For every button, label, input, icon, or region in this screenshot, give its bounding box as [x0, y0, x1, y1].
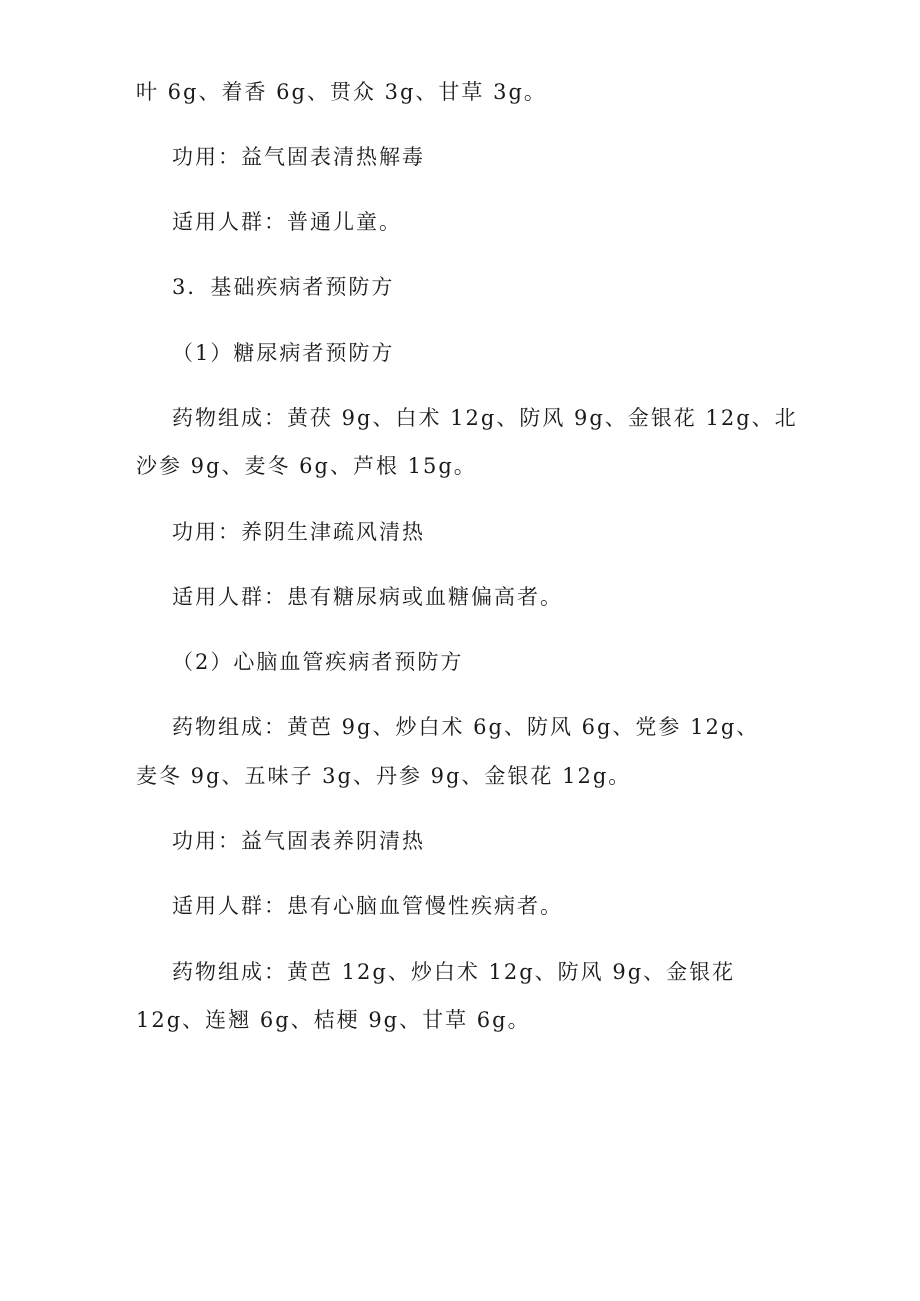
text-line-target-1: 适用人群：普通儿童。: [172, 210, 402, 234]
subsection-heading-2: （2）心脑血管疾病者预防方: [172, 650, 464, 674]
text-line-composition-4b: 12g、连翘 6g、桔梗 9g、甘草 6g。: [136, 1008, 531, 1032]
text-line-target-2: 适用人群：患有糖尿病或血糖偏高者。: [172, 585, 563, 609]
text-line-function-1: 功用：益气固表清热解毒: [172, 145, 425, 169]
text-line-function-3: 功用：益气固表养阴清热: [172, 829, 425, 853]
text-line-function-2: 功用：养阴生津疏风清热: [172, 520, 425, 544]
subsection-heading-1: （1）糖尿病者预防方: [172, 341, 395, 365]
text-line-target-3: 适用人群：患有心脑血管慢性疾病者。: [172, 894, 563, 918]
text-line-composition-2b: 沙参 9g、麦冬 6g、芦根 15g。: [136, 454, 477, 478]
text-line-composition-4a: 药物组成：黄芭 12g、炒白术 12g、防风 9g、金银花: [172, 960, 736, 984]
text-line-composition-2a: 药物组成：黄茯 9g、白术 12g、防风 9g、金银花 12g、北: [172, 406, 798, 430]
section-heading-3: 3．基础疾病者预防方: [172, 275, 395, 299]
text-line-composition-3b: 麦冬 9g、五味子 3g、丹参 9g、金银花 12g。: [136, 764, 632, 788]
text-line-composition-3a: 药物组成：黄芭 9g、炒白术 6g、防风 6g、党参 12g、: [172, 715, 760, 739]
text-line-herbs-continued: 叶 6g、着香 6g、贯众 3g、甘草 3g。: [136, 80, 547, 104]
